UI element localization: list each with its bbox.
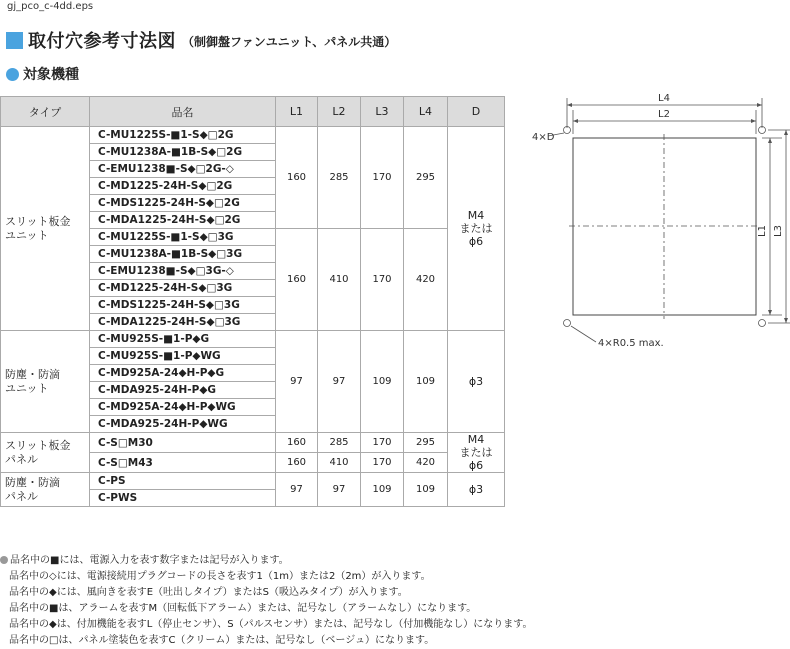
- model-cell: C-PWS: [90, 490, 276, 507]
- note-item: [0, 601, 533, 617]
- col-header-l4: L4: [404, 97, 448, 127]
- dim-cell-l2: 285: [318, 127, 361, 229]
- note-text: 品名中の◇には、電源接続用プラグコードの長さを表す1（1m）または2（2m）が入ります。: [9, 571, 431, 582]
- dim-cell-l2: 410: [318, 229, 361, 331]
- section-bullet-icon: [6, 68, 19, 81]
- type-cell: スリット板金 パネル: [1, 433, 90, 473]
- note-text: 品名中の■は、アラームを表すM（回転低下アラーム）または、記号なし（アラームなし）になります。: [9, 603, 477, 614]
- d-cell: ϕ3: [448, 473, 505, 507]
- col-header-l2: L2: [318, 97, 361, 127]
- dim-cell-l1: 160: [276, 433, 318, 453]
- dim-cell-l3: 170: [361, 453, 404, 473]
- dim-cell-l3: 170: [361, 127, 404, 229]
- dim-cell-l3: 109: [361, 473, 404, 507]
- model-cell: C-MU1225S-■1-S◆□2G: [90, 127, 276, 144]
- dim-cell-l1: 160: [276, 127, 318, 229]
- col-header-l3: L3: [361, 97, 404, 127]
- hole-bottom-right: [759, 320, 766, 327]
- notes: [0, 553, 533, 649]
- model-cell: C-S□M43: [90, 453, 276, 473]
- note-item: [0, 569, 533, 585]
- model-cell: C-MDA925-24H-P◆WG: [90, 416, 276, 433]
- note-item: [0, 617, 533, 633]
- dim-cell-l4: 420: [404, 229, 448, 331]
- model-cell: C-S□M30: [90, 433, 276, 453]
- dim-cell-l3: 170: [361, 229, 404, 331]
- dim-cell-l1: 97: [276, 473, 318, 507]
- model-cell: C-MU1225S-■1-S◆□3G: [90, 229, 276, 246]
- d-cell: M4 または ϕ6: [448, 127, 505, 331]
- model-cell: C-MU1238A-■1B-S◆□3G: [90, 246, 276, 263]
- radius-label: 4×R0.5 max.: [598, 338, 664, 349]
- note-item: [0, 553, 533, 569]
- dim-cell-l4: 420: [404, 453, 448, 473]
- table-row: [1, 331, 505, 348]
- table-row: [1, 433, 505, 453]
- d-cell: ϕ3: [448, 331, 505, 433]
- mounting-hole-drawing: [520, 88, 790, 358]
- model-cell: C-EMU1238■-S◆□3G-◇: [90, 263, 276, 280]
- col-header-d: D: [448, 97, 505, 127]
- dim-cell-l2: 410: [318, 453, 361, 473]
- model-cell: C-MDA925-24H-P◆G: [90, 382, 276, 399]
- table-row: [1, 473, 505, 490]
- page-title-row: [6, 29, 396, 51]
- page-title: 取付穴参考寸法図: [28, 31, 176, 52]
- hole-bottom-left: [564, 320, 571, 327]
- title-square-icon: [6, 32, 23, 49]
- section-heading: 対象機種: [23, 67, 79, 83]
- dim-label-l1: L1: [757, 225, 768, 237]
- dim-cell-l3: 170: [361, 433, 404, 453]
- model-cell: C-MU925S-■1-P◆WG: [90, 348, 276, 365]
- dim-cell-l2: 97: [318, 331, 361, 433]
- model-cell: C-MDA1225-24H-S◆□2G: [90, 212, 276, 229]
- note-bullet-icon: [0, 556, 8, 564]
- model-cell: C-MDA1225-24H-S◆□3G: [90, 314, 276, 331]
- dim-cell-l1: 160: [276, 229, 318, 331]
- model-cell: C-MDS1225-24H-S◆□2G: [90, 195, 276, 212]
- type-cell: 防塵・防滴 ユニット: [1, 331, 90, 433]
- page-subtitle: （制御盤ファンユニット、パネル共通）: [182, 35, 397, 49]
- note-item: [0, 585, 533, 601]
- type-cell: 防塵・防滴 パネル: [1, 473, 90, 507]
- dim-cell-l2: 285: [318, 433, 361, 453]
- panel-outline: [573, 138, 756, 315]
- dim-cell-l4: 109: [404, 331, 448, 433]
- model-cell: C-MD925A-24◆H-P◆WG: [90, 399, 276, 416]
- col-header-l1: L1: [276, 97, 318, 127]
- note-text: 品名中の■には、電源入力を表す数字または記号が入ります。: [10, 555, 289, 566]
- note-text: 品名中の◆には、風向きを表すE（吐出しタイプ）またはS（吸込みタイプ）が入ります。: [9, 587, 408, 598]
- model-cell: C-MD925A-24◆H-P◆G: [90, 365, 276, 382]
- dim-label-l2: L2: [658, 109, 670, 120]
- d-cell: M4 または ϕ6: [448, 433, 505, 473]
- model-cell: C-MU1238A-■1B-S◆□2G: [90, 144, 276, 161]
- type-cell: スリット板金 ユニット: [1, 127, 90, 331]
- hole-label: 4×D: [532, 132, 555, 143]
- note-item: [0, 633, 533, 649]
- file-name: gj_pco_c-4dd.eps: [7, 1, 94, 12]
- dim-cell-l4: 295: [404, 433, 448, 453]
- note-text: 品名中の◆は、付加機能を表すL（停止センサ）、S（パルスセンサ）または、記号なし（付加機能なし）になります。: [9, 619, 533, 630]
- model-cell: C-EMU1238■-S◆□2G-◇: [90, 161, 276, 178]
- col-header-model: 品名: [90, 97, 276, 127]
- table-header-row: [1, 97, 505, 127]
- dim-label-l4: L4: [658, 93, 670, 104]
- dim-cell-l2: 97: [318, 473, 361, 507]
- col-header-type: タイプ: [1, 97, 90, 127]
- table-row: [1, 127, 505, 144]
- model-cell: C-MD1225-24H-S◆□2G: [90, 178, 276, 195]
- dim-cell-l1: 160: [276, 453, 318, 473]
- dim-cell-l4: 109: [404, 473, 448, 507]
- dim-cell-l1: 97: [276, 331, 318, 433]
- note-text: 品名中の□は、パネル塗装色を表すC（クリーム）または、記号なし（ベージュ）になります。: [9, 635, 435, 646]
- dim-label-l3: L3: [773, 225, 784, 237]
- model-cell: C-MDS1225-24H-S◆□3G: [90, 297, 276, 314]
- model-cell: C-MU925S-■1-P◆G: [90, 331, 276, 348]
- dim-cell-l4: 295: [404, 127, 448, 229]
- model-cell: C-PS: [90, 473, 276, 490]
- section-heading-row: [6, 64, 79, 84]
- spec-table: [0, 96, 505, 507]
- radius-leader: [571, 326, 596, 342]
- dim-cell-l3: 109: [361, 331, 404, 433]
- model-cell: C-MD1225-24H-S◆□3G: [90, 280, 276, 297]
